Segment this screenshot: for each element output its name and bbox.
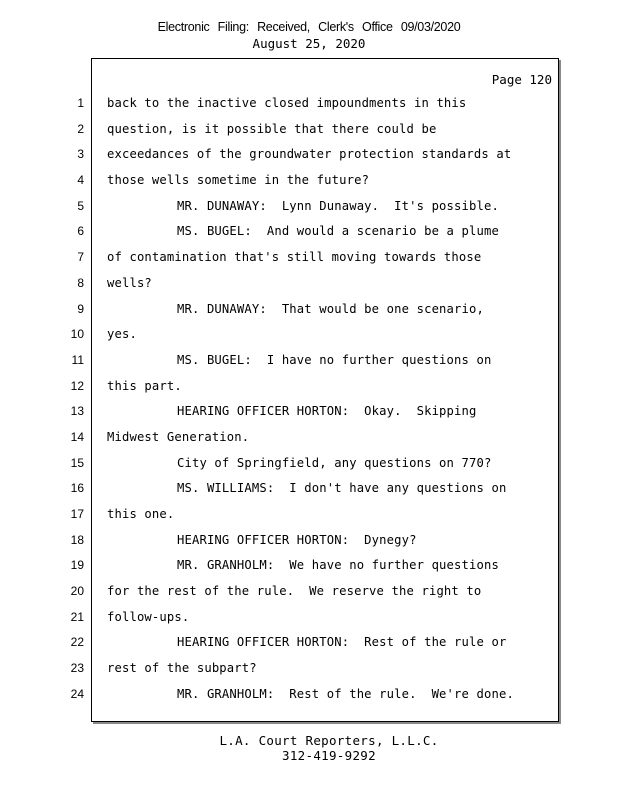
line-number: 14 — [70, 429, 84, 444]
transcript-line: question, is it possible that there could be — [107, 121, 437, 136]
filing-stamp: Electronic Filing: Received, Clerk's Office 09/03/2020 — [157, 20, 461, 34]
transcript-line: yes. — [107, 327, 137, 342]
line-number: 9 — [77, 301, 84, 316]
line-number: 22 — [70, 635, 84, 650]
line-number: 2 — [77, 121, 84, 136]
transcript-line: those wells sometime in the future? — [107, 173, 370, 188]
transcript-line: MR. GRANHOLM: Rest of the rule. We're done. — [177, 686, 514, 701]
transcript-line: HEARING OFFICER HORTON: Rest of the rule or — [177, 635, 507, 650]
transcript-text — [107, 95, 547, 712]
line-number: 12 — [70, 378, 84, 393]
transcript-line: MR. DUNAWAY: That would be one scenario, — [177, 301, 484, 316]
line-number: 16 — [70, 481, 84, 496]
transcript-line: Midwest Generation. — [107, 429, 250, 444]
transcript-line: MS. WILLIAMS: I don't have any questions on — [177, 481, 507, 496]
transcript-line: exceedances of the groundwater protection standards at — [107, 147, 512, 162]
transcript-line: back to the inactive closed impoundments in this — [107, 96, 467, 110]
line-number: 11 — [71, 352, 84, 367]
line-number: 15 — [70, 455, 84, 470]
transcript-line: wells? — [107, 275, 152, 290]
line-number: 7 — [77, 250, 84, 265]
line-number: 8 — [77, 275, 84, 290]
line-number-column — [40, 95, 84, 712]
line-number: 21 — [70, 609, 84, 624]
transcript-line: MS. BUGEL: I have no further questions on — [177, 352, 492, 367]
transcript-line: MR. GRANHOLM: We have no further questions — [177, 558, 499, 573]
line-number: 6 — [77, 224, 84, 239]
transcript-line: City of Springfield, any questions on 770? — [177, 455, 492, 470]
transcript-line: MS. BUGEL: And would a scenario be a plume — [177, 224, 499, 239]
line-number: 5 — [77, 198, 84, 213]
transcript-line: follow-ups. — [107, 609, 190, 624]
transcript-line: of contamination that's still moving towards those — [107, 250, 482, 265]
transcript-line: rest of the subpart? — [107, 661, 257, 676]
transcript-line: HEARING OFFICER HORTON: Okay. Skipping — [177, 404, 477, 419]
transcript-line: this one. — [107, 507, 175, 521]
line-number: 1 — [77, 96, 84, 110]
hearing-date: August 25, 2020 — [252, 36, 366, 51]
line-number: 17 — [70, 507, 84, 521]
transcript-line: for the rest of the rule. We reserve the right to — [107, 584, 482, 599]
line-number: 23 — [70, 661, 84, 676]
page-number: Page 120 — [491, 72, 552, 87]
transcript-line: HEARING OFFICER HORTON: Dynegy? — [177, 532, 417, 547]
court-reporter-name: L.A. Court Reporters, L.L.C. — [219, 733, 439, 748]
line-number: 19 — [70, 558, 84, 573]
court-reporter-phone: 312-419-9292 — [282, 748, 376, 763]
line-number: 20 — [70, 584, 84, 599]
transcript-line: this part. — [107, 378, 182, 393]
line-number: 4 — [77, 173, 84, 188]
line-number: 18 — [70, 532, 84, 547]
line-number: 24 — [70, 686, 84, 701]
line-number: 10 — [70, 327, 84, 342]
line-number: 3 — [77, 147, 84, 162]
line-number: 13 — [70, 404, 84, 419]
transcript-line: MR. DUNAWAY: Lynn Dunaway. It's possible. — [177, 198, 499, 213]
